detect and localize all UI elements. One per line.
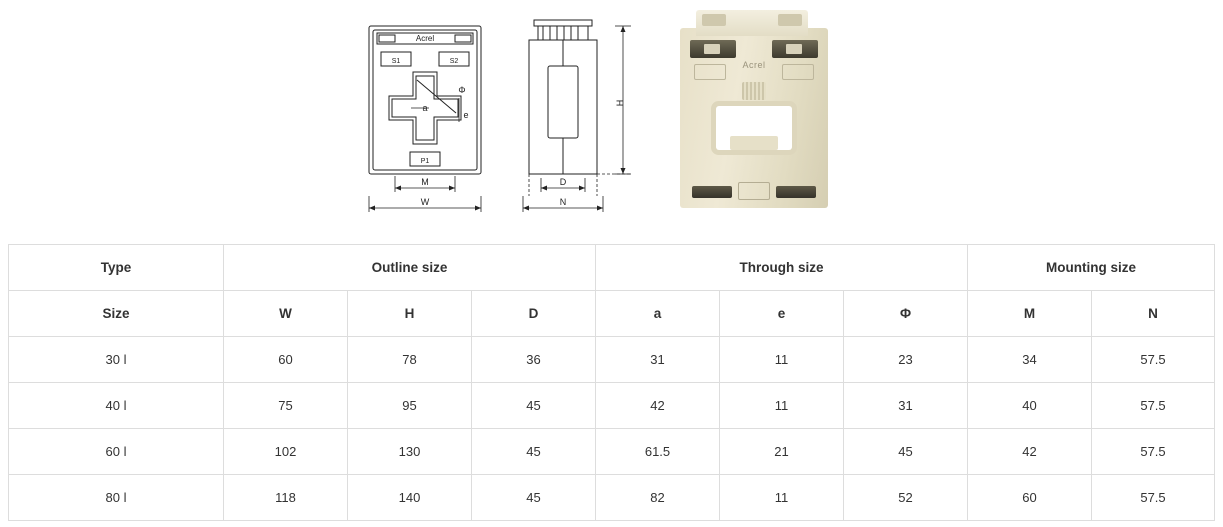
table-row — [9, 337, 1215, 383]
cell-size: 30 l — [9, 337, 224, 383]
ct-bottom-plate-p1 — [738, 182, 770, 200]
cell-n: 57.5 — [1092, 337, 1215, 383]
front-terminal-s2: S2 — [449, 58, 459, 65]
cell-n: 57.5 — [1092, 475, 1215, 521]
label-h: H — [615, 99, 625, 107]
cell-d: 45 — [472, 383, 596, 429]
cell-size: 80 l — [9, 475, 224, 521]
label-e: e — [463, 110, 469, 120]
cell-w: 118 — [224, 475, 348, 521]
cell-size: 40 l — [9, 383, 224, 429]
cell-h: 78 — [348, 337, 472, 383]
drawings-area — [0, 0, 1223, 232]
column-header-size: Size — [9, 291, 224, 337]
label-phi: Φ — [458, 85, 466, 95]
column-header-phi: Φ — [844, 291, 968, 337]
front-view-drawing — [355, 0, 515, 225]
cell-n: 57.5 — [1092, 429, 1215, 475]
ct-terminal-left — [690, 40, 736, 58]
front-terminal-s1: S1 — [391, 58, 401, 65]
table-row — [9, 475, 1215, 521]
cell-a: 61.5 — [596, 429, 720, 475]
label-a: a — [422, 103, 428, 113]
cell-h: 130 — [348, 429, 472, 475]
ct-top-cap — [696, 10, 808, 36]
cell-d: 45 — [472, 475, 596, 521]
dimensions-table-wrapper — [8, 244, 1215, 521]
label-d: D — [559, 177, 567, 187]
cell-m: 60 — [968, 475, 1092, 521]
front-brand-text: Acrel — [415, 34, 435, 43]
cell-h: 140 — [348, 475, 472, 521]
label-w: W — [420, 197, 430, 207]
cell-phi: 45 — [844, 429, 968, 475]
cell-phi: 52 — [844, 475, 968, 521]
side-view-svg — [510, 0, 660, 225]
table-row — [9, 429, 1215, 475]
ct-terminal-screw-left — [704, 44, 720, 54]
cell-w: 102 — [224, 429, 348, 475]
column-header-h: H — [348, 291, 472, 337]
ct-terminal-screw-right — [786, 44, 802, 54]
product-photo-render — [680, 10, 828, 208]
photo-brand-text: Acrel — [742, 60, 766, 70]
cell-a: 82 — [596, 475, 720, 521]
cell-e: 21 — [720, 429, 844, 475]
ct-bottom-slot-left — [692, 186, 732, 198]
cell-phi: 31 — [844, 383, 968, 429]
cell-e: 11 — [720, 383, 844, 429]
cell-w: 60 — [224, 337, 348, 383]
column-header-d: D — [472, 291, 596, 337]
ct-ridge — [742, 82, 766, 100]
table-row — [9, 383, 1215, 429]
cell-phi: 23 — [844, 337, 968, 383]
group-header-outline-size: Outline size — [224, 245, 596, 291]
label-m: M — [421, 177, 429, 187]
cell-m: 42 — [968, 429, 1092, 475]
ct-through-window — [716, 106, 792, 150]
label-n: N — [559, 197, 567, 207]
cell-d: 45 — [472, 429, 596, 475]
column-header-e: e — [720, 291, 844, 337]
group-header-mounting-size: Mounting size — [968, 245, 1215, 291]
front-terminal-p1: P1 — [420, 158, 430, 165]
group-header-type: Type — [9, 245, 224, 291]
ct-bottom-slot-right — [776, 186, 816, 198]
cell-e: 11 — [720, 337, 844, 383]
column-header-a: a — [596, 291, 720, 337]
front-view-svg — [355, 0, 515, 225]
cell-m: 40 — [968, 383, 1092, 429]
table-column-header-row — [9, 291, 1215, 337]
side-view-drawing — [510, 0, 660, 225]
cell-a: 31 — [596, 337, 720, 383]
cell-size: 60 l — [9, 429, 224, 475]
ct-terminal-right — [772, 40, 818, 58]
cell-h: 95 — [348, 383, 472, 429]
cell-n: 57.5 — [1092, 383, 1215, 429]
column-header-n: N — [1092, 291, 1215, 337]
product-photo — [672, 0, 832, 215]
dimensions-table — [8, 244, 1215, 521]
cell-e: 11 — [720, 475, 844, 521]
cell-m: 34 — [968, 337, 1092, 383]
group-header-through-size: Through size — [596, 245, 968, 291]
cell-d: 36 — [472, 337, 596, 383]
column-header-w: W — [224, 291, 348, 337]
cell-a: 42 — [596, 383, 720, 429]
table-group-header-row — [9, 245, 1215, 291]
cell-w: 75 — [224, 383, 348, 429]
column-header-m: M — [968, 291, 1092, 337]
